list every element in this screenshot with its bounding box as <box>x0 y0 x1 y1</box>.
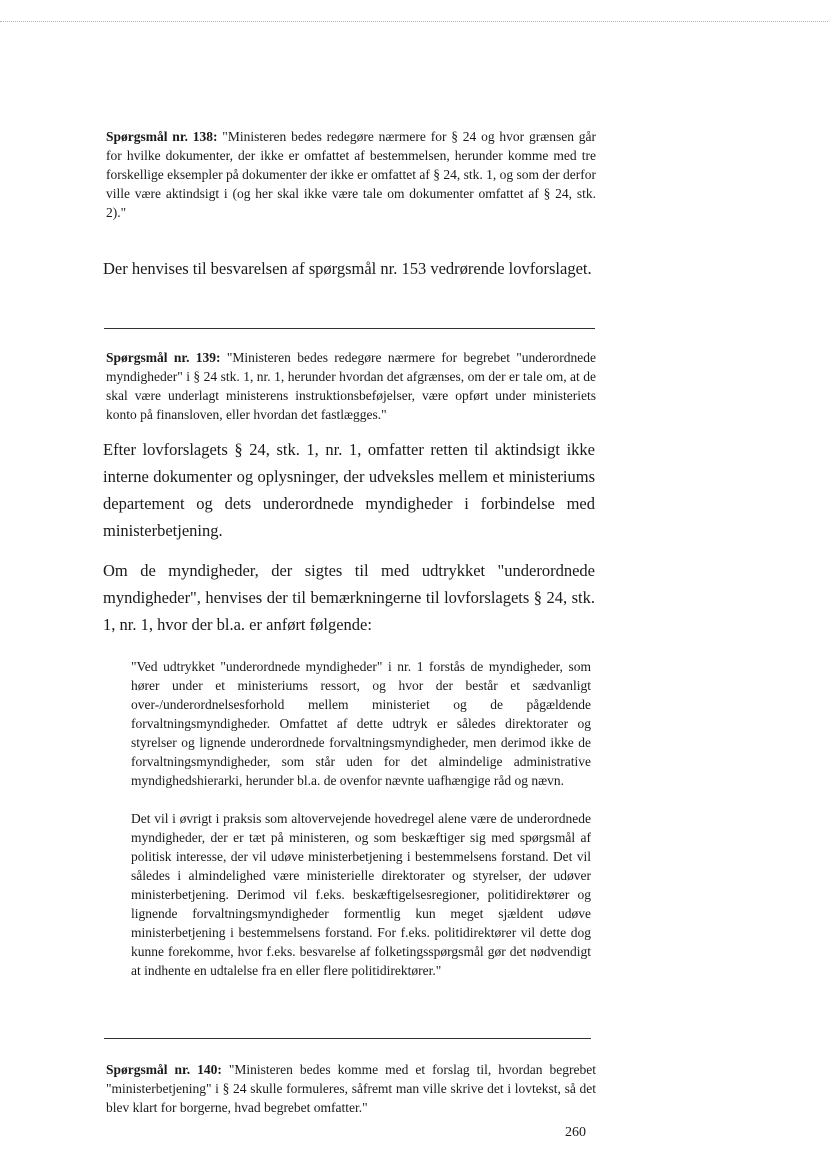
quote-paragraph-2: Det vil i øvrigt i praksis som altovervejende hovedregel alene være de underordnede myndigheder, der er tæt på ministeren, og som beskæftiger sig med spørgsmål af politisk interesse, der vil udøve ministerbetjening i bestemmelsens forstand. Det vil således i almindelighed være ministerielle direktorater og styrelser, der udøver ministerbetjening. Derimod vil f.eks. beskæftigelsesregioner, politidirektører og lignende forvaltningsmyndigheder formentlig kun meget sjældent udøve ministerbetjening i bestemmelsens forstand. For f.eks. politidirektører vil dette dog kunne forekomme, hvor f.eks. besvarelse af folketingsspørgsmål gør det nødvendigt at indhente en udtalelse fra en eller flere politidirektører." <box>131 811 591 978</box>
question-140-text: "Ministeren bedes komme med et forslag til, hvordan begrebet "ministerbetjening" i § 24 skulle formuleres, såfremt man ville skrive det i lovtekst, så det blev klart for borgerne, hvad begrebet omfatter." <box>106 1062 596 1115</box>
page-number: 260 <box>565 1125 586 1140</box>
question-140-lead: Spørgsmål nr. 140: <box>106 1062 222 1077</box>
question-140 <box>106 1060 596 1117</box>
question-139-text: "Ministeren bedes redegøre nærmere for begrebet "underordnede myndigheder" i § 24 stk. 1, nr. 1, herunder hvordan det afgrænses, om der er tale om, at de skal være underlagt ministerens instruktionsbeføjelser, være opført under ministeriets konto på finansloven, eller hvordan det fastlægges." <box>106 350 596 422</box>
question-138-text: "Ministeren bedes redegøre nærmere for § 24 og hvor grænsen går for hvilke dokumenter, der ikke er omfattet af bestemmelsen, herunder komme med tre forskellige eksempler på dokumenter der ikke er omfattet af § 24, stk. 1, og som der derfor ville være aktindsigt i (og her skal ikke være tale om dokumenter omfattet af § 24, stk. 2)." <box>106 129 596 220</box>
answer-138: Der henvises til besvarelsen af spørgsmål nr. 153 vedrørende lovforslaget. <box>103 259 592 278</box>
answer-139-paragraph-1: Efter lovforslagets § 24, stk. 1, nr. 1, omfatter retten til aktindsigt ikke interne dokumenter og oplysninger, der udveksles mellem et ministeriums departement og dets underordnede myndigheder i forbindelse med ministerbetjening. <box>103 440 595 540</box>
question-138 <box>106 127 596 222</box>
question-138-lead: Spørgsmål nr. 138: <box>106 129 218 144</box>
question-139 <box>106 348 596 424</box>
answer-139-paragraph-2: Om de myndigheder, der sigtes til med udtrykket "underordnede myndigheder", henvises der til bemærkningerne til lovforslagets § 24, stk. 1, nr. 1, hvor der bl.a. er anført følgende: <box>103 561 595 634</box>
block-quote <box>131 657 591 980</box>
section-divider <box>104 328 595 329</box>
question-139-lead: Spørgsmål nr. 139: <box>106 350 221 365</box>
scan-edge-line <box>0 21 828 22</box>
section-divider <box>104 1038 591 1039</box>
quote-paragraph-1: "Ved udtrykket "underordnede myndigheder" i nr. 1 forstås de myndigheder, som hører under et ministeriums ressort, og hvor der består et sædvanligt over-/underordnelsesforhold mellem ministeriet og de pågældende forvaltningsmyndigheder. Omfattet af dette udtryk er således direktorater og styrelser og lignende underordnede forvaltningsmyndigheder, men derimod ikke de forvaltningsmyndigheder, som står uden for det almindelige administrative myndighedshierarki, herunder bl.a. de ovenfor nævnte uafhængige råd og nævn. <box>131 659 591 788</box>
